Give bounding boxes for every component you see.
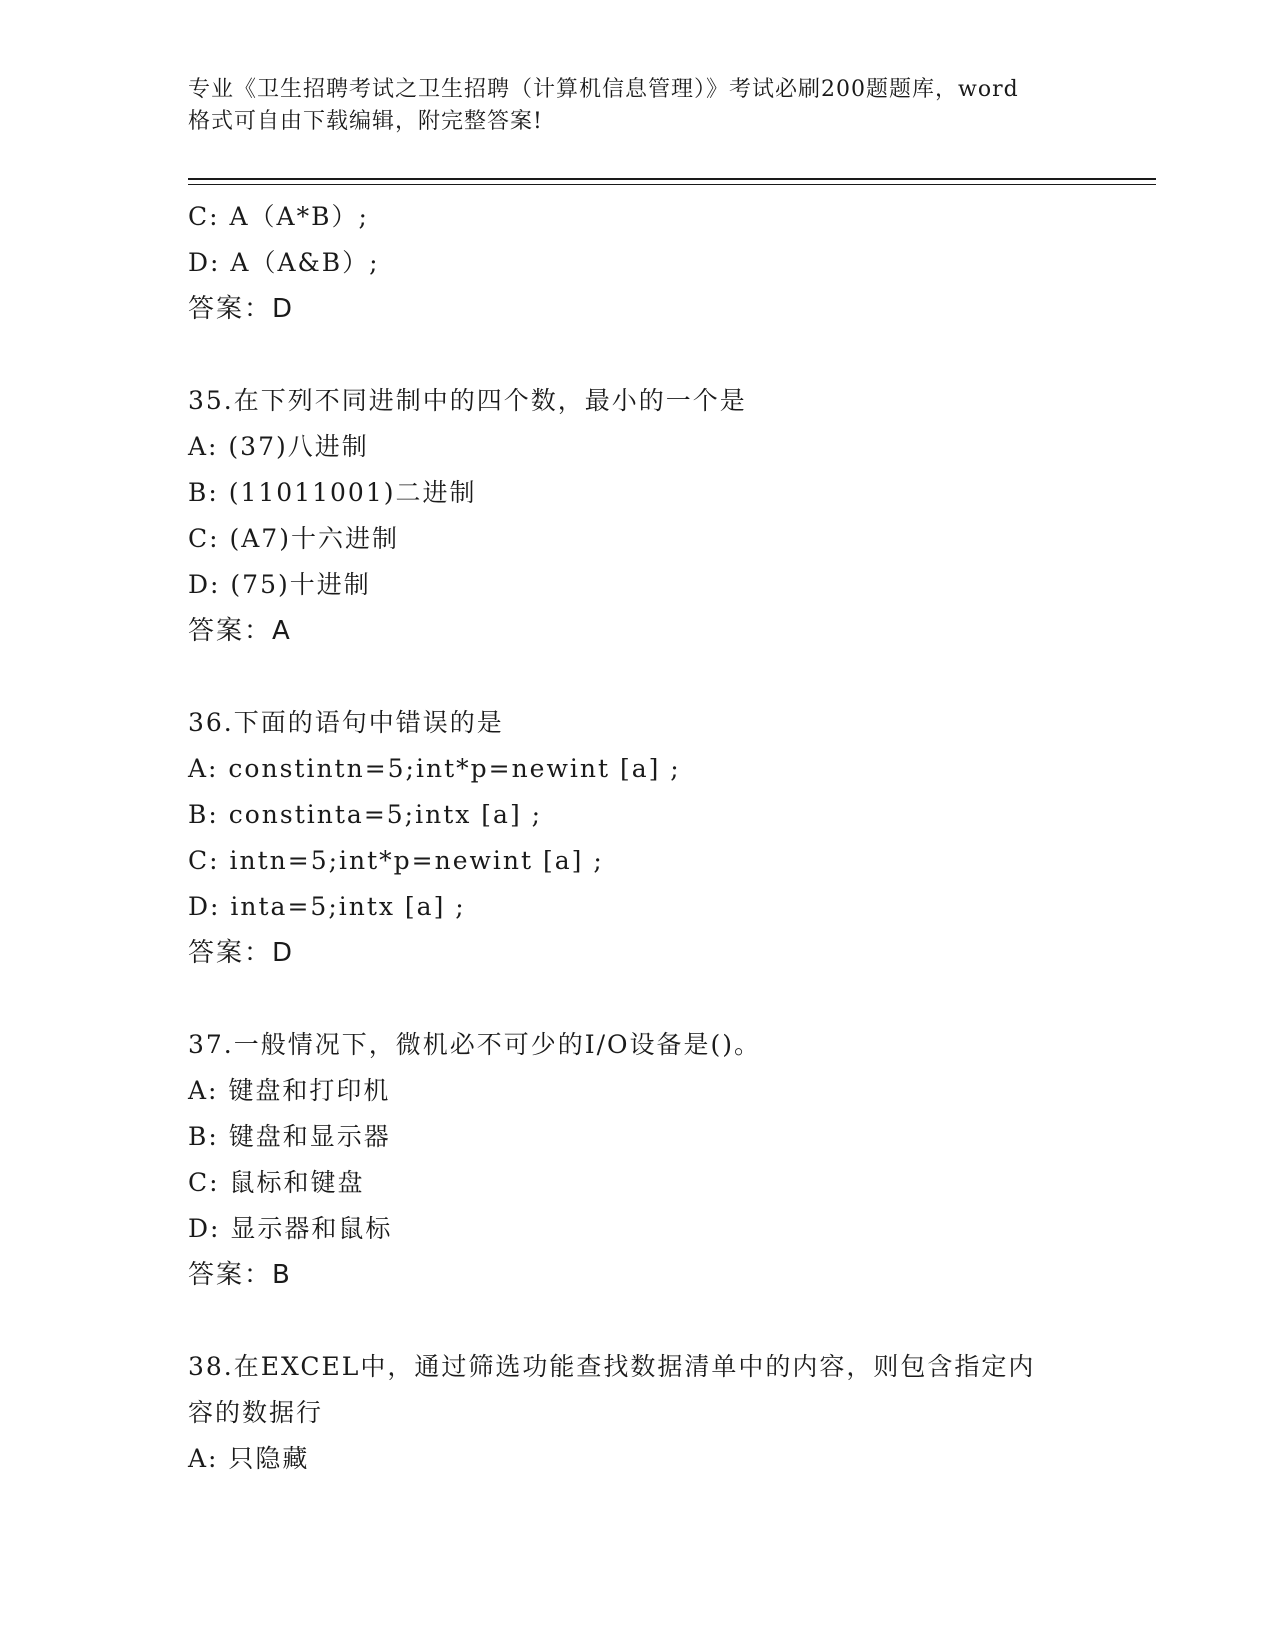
option-a: A: 键盘和打印机 <box>188 1076 391 1105</box>
question-list <box>188 194 1088 1482</box>
option-d: D: inta=5;intx [a] ; <box>188 892 466 921</box>
question-title: 36.下面的语句中错误的是 <box>188 708 504 737</box>
answer-line: 答案：D <box>188 938 295 968</box>
option-d: D: A（A&B）; <box>188 248 380 277</box>
spacer <box>188 654 1088 700</box>
question-title-line-2: 容的数据行 <box>188 1398 324 1427</box>
question-block-35 <box>188 378 1088 654</box>
option-d: D: 显示器和鼠标 <box>188 1214 393 1243</box>
question-block-previous <box>188 194 1088 332</box>
question-block-36 <box>188 700 1088 976</box>
header-line-1: 专业《卫生招聘考试之卫生招聘（计算机信息管理）》考试必刷200题题库，word <box>188 77 1019 102</box>
option-b: B: constinta=5;intx [a] ; <box>188 800 543 829</box>
answer-line: 答案：B <box>188 1260 292 1290</box>
option-c: C: intn=5;int*p=newint [a] ; <box>188 846 604 875</box>
header-divider-thick <box>188 178 1156 180</box>
option-b: B: 键盘和显示器 <box>188 1122 391 1151</box>
option-c: C: (A7)十六进制 <box>188 524 399 553</box>
document-header <box>188 74 1088 138</box>
option-b: B: (11011001)二进制 <box>188 478 477 507</box>
header-line-2: 格式可自由下载编辑，附完整答案! <box>188 109 543 134</box>
question-block-38 <box>188 1344 1088 1482</box>
question-block-37 <box>188 1022 1088 1298</box>
question-title: 37.一般情况下，微机必不可少的I/O设备是()。 <box>188 1030 762 1059</box>
question-title: 35.在下列不同进制中的四个数，最小的一个是 <box>188 386 747 415</box>
header-divider-thin <box>188 184 1156 185</box>
option-d: D: (75)十进制 <box>188 570 371 599</box>
option-c: C: 鼠标和键盘 <box>188 1168 365 1197</box>
spacer <box>188 332 1088 378</box>
answer-line: 答案：A <box>188 616 292 646</box>
spacer <box>188 976 1088 1022</box>
option-c: C: A（A*B）; <box>188 202 369 231</box>
option-a: A: constintn=5;int*p=newint [a] ; <box>188 754 681 783</box>
answer-line: 答案：D <box>188 294 295 324</box>
question-title-line-1: 38.在EXCEL中，通过筛选功能查找数据清单中的内容，则包含指定内 <box>188 1352 1036 1381</box>
option-a: A: 只隐藏 <box>188 1444 310 1473</box>
option-a: A: (37)八进制 <box>188 432 369 461</box>
spacer <box>188 1298 1088 1344</box>
